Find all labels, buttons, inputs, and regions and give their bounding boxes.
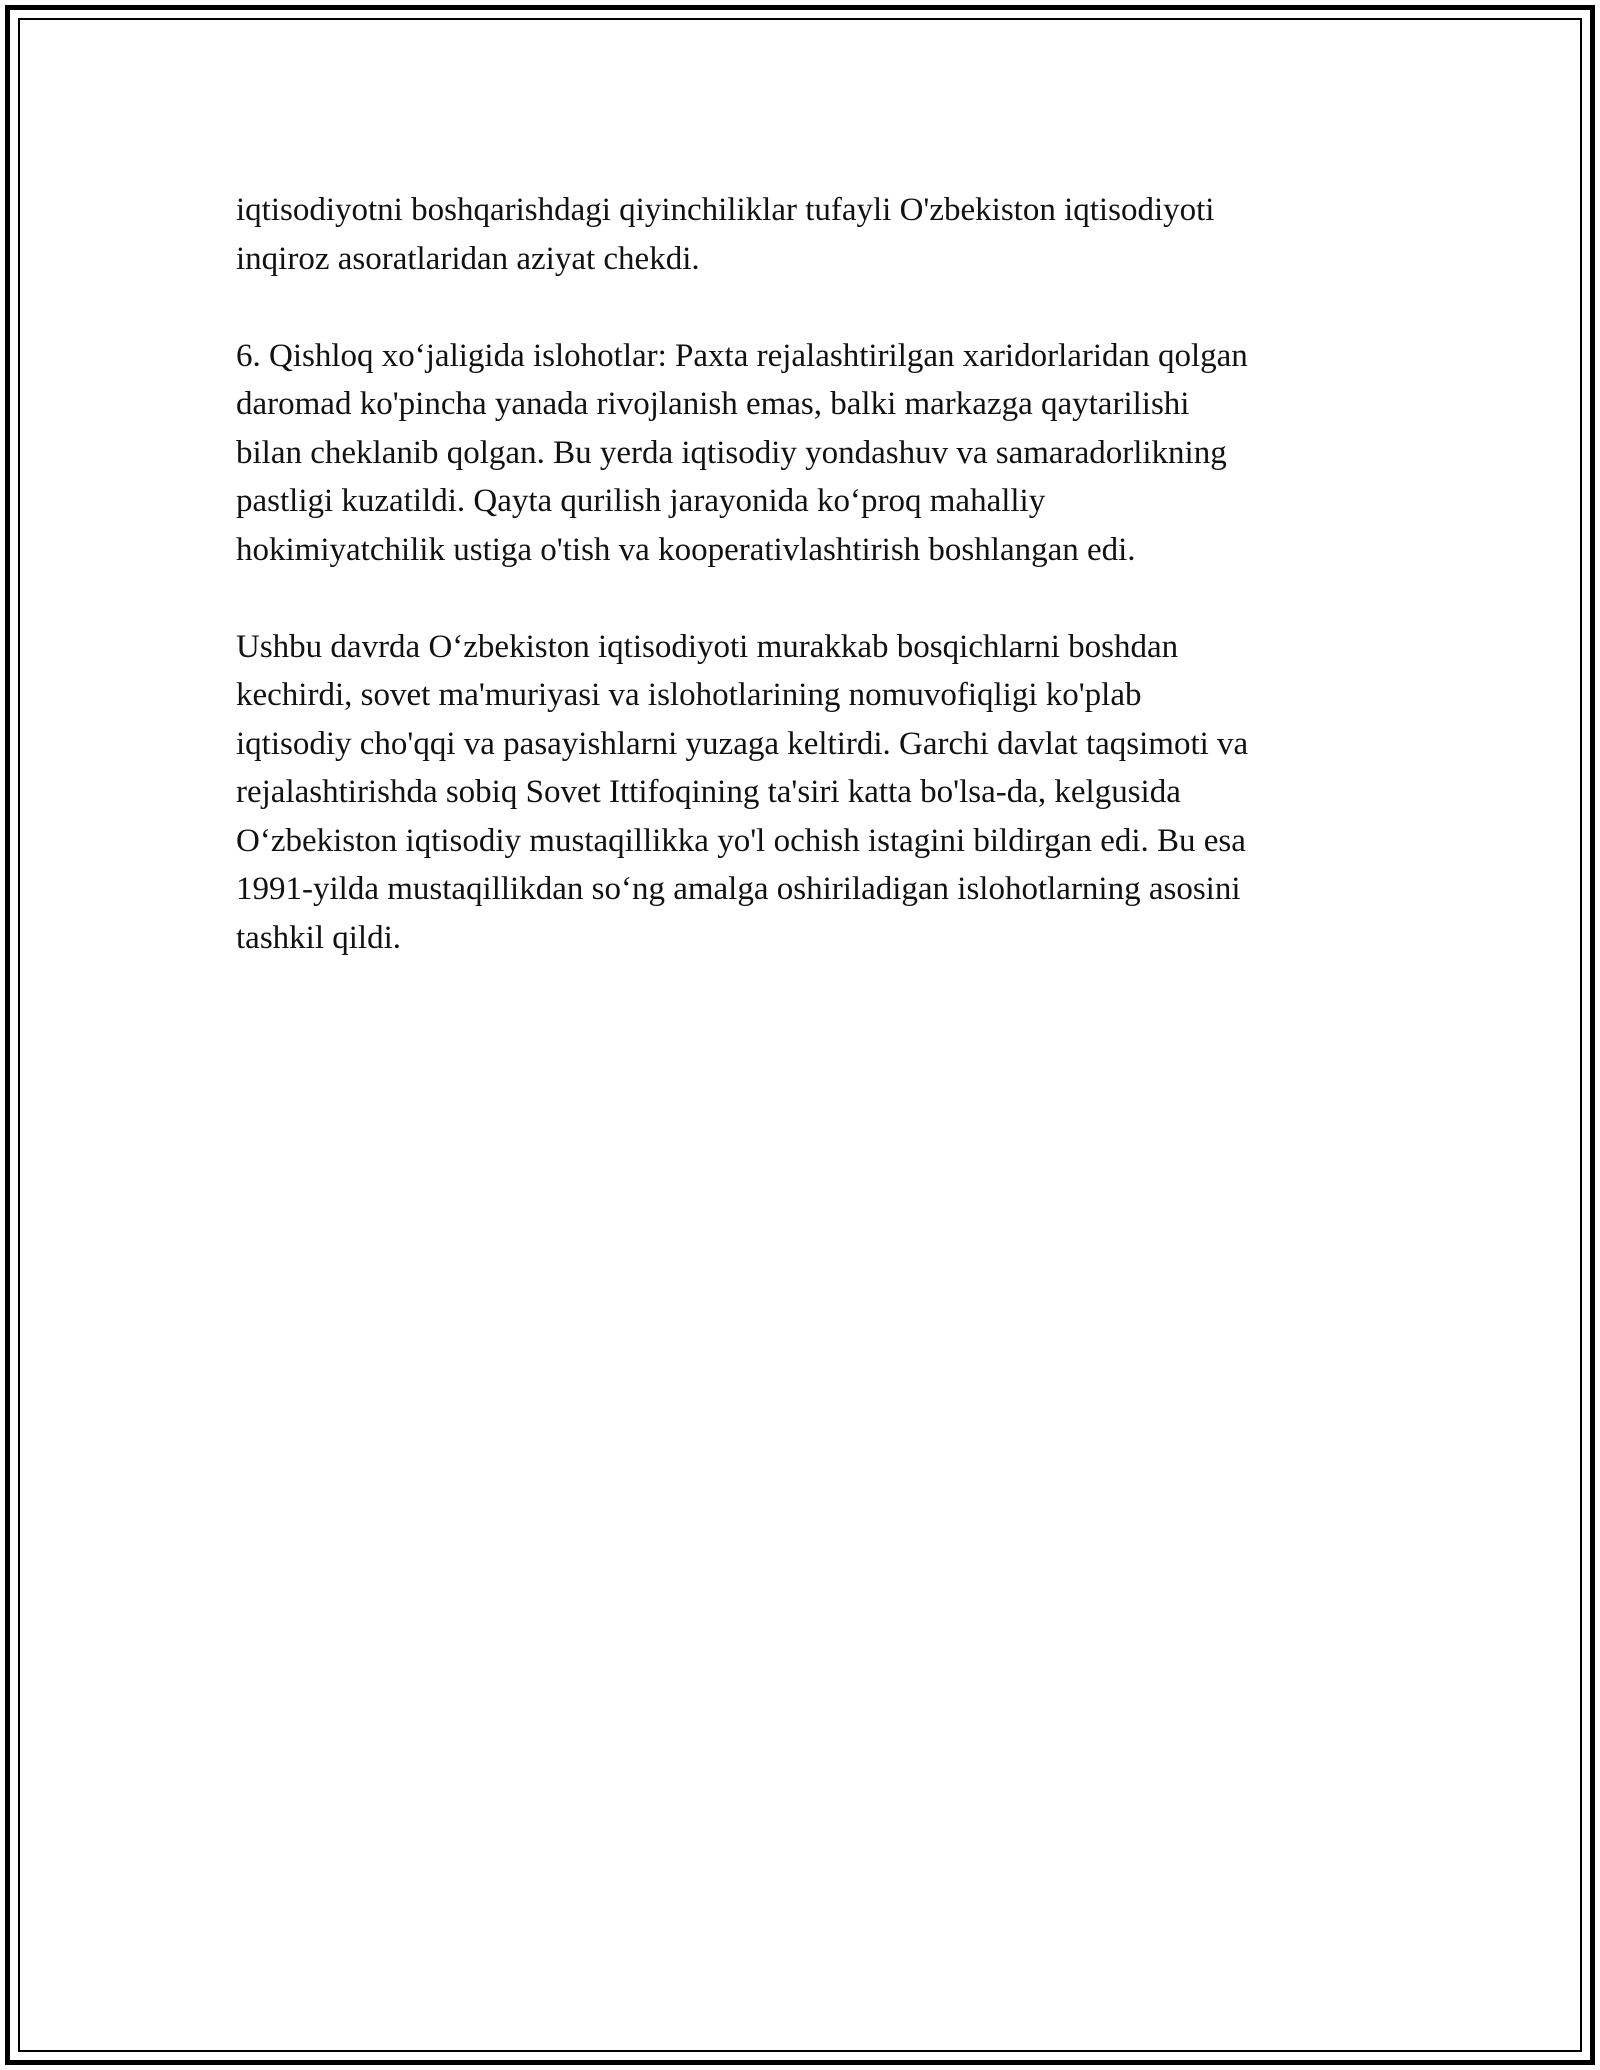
paragraph-agriculture-reforms: 6. Qishloq xo‘jaligida islohotlar: Paxta rejalashtirilgan xaridorlaridan qolgan daromad ko'pincha yanada rivojlanish emas, balki markazga qaytarilishi bilan cheklanib qolgan. Bu yerda iqtisodiy yondashuv va samaradorlikning pastligi kuzatildi. Qayta qurilish jarayonida ko‘proq mahalliy hokimiyatchilik ustiga o'tish va kooperativlashtirish boshlangan edi. xyxy=(236,337,1248,568)
paragraph-continuation: iqtisodiyotni boshqarishdagi qiyinchiliklar tufayli O'zbekiston iqtisodiyoti inqiroz asoratlaridan aziyat chekdi. xyxy=(236,192,1215,277)
paragraph-conclusion: Ushbu davrda O‘zbekiston iqtisodiyoti murakkab bosqichlarni boshdan kechirdi, sovet ma'muriyasi va islohotlarining nomuvofiqligi ko'plab iqtisodiy cho'qqi va pasayishlarni yuzaga keltirdi. Garchi davlat taqsimoti va rejalashtirishda sobiq Sovet Ittifoqining ta'siri katta bo'lsa-da, kelgusida O‘zbekiston iqtisodiy mustaqillikka yo'l ochish istagini bildirgan edi. Bu esa 1991-yilda mustaqillikdan so‘ng amalga oshiriladigan islohotlarning asosini tashkil qildi. xyxy=(236,628,1249,956)
document-body xyxy=(236,186,1386,1011)
